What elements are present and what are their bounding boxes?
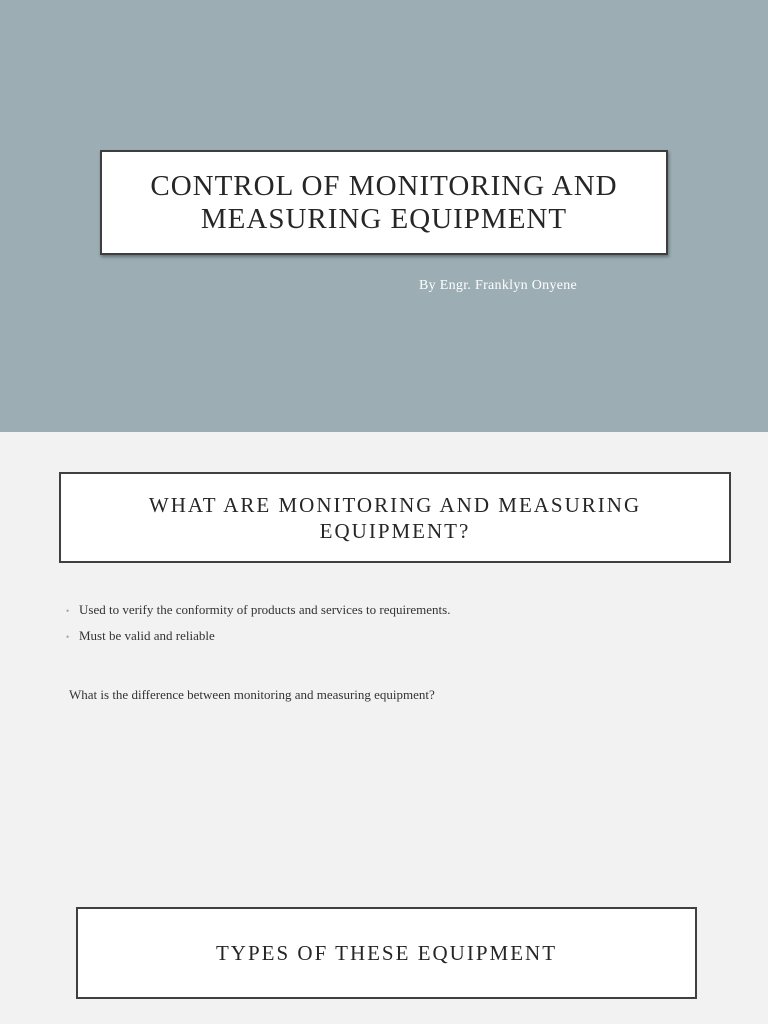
- title-slide: [0, 0, 768, 432]
- slide-subtitle: By Engr. Franklyn Onyene: [419, 278, 578, 293]
- bullet-text: Used to verify the conformity of products and services to requirements.: [79, 602, 451, 617]
- list-item: [66, 628, 450, 654]
- question-text: What is the difference between monitoring and measuring equipment?: [69, 687, 435, 702]
- bullet-list: [66, 602, 450, 654]
- slide-title: CONTROL OF MONITORING AND MEASURING EQUIPMENT: [150, 169, 618, 235]
- title-box: [100, 150, 668, 255]
- list-item: [66, 602, 450, 628]
- bullet-text: Must be valid and reliable: [79, 628, 215, 643]
- heading-box: [59, 472, 731, 563]
- slide-heading: WHAT ARE MONITORING AND MEASURING EQUIPMENT?: [148, 492, 642, 543]
- bullet-icon: •: [66, 606, 70, 616]
- next-slide-heading: TYPES OF THESE EQUIPMENT: [215, 940, 558, 965]
- content-slide: [0, 432, 768, 1024]
- bullet-icon: •: [66, 632, 70, 642]
- next-heading-box: [76, 907, 697, 999]
